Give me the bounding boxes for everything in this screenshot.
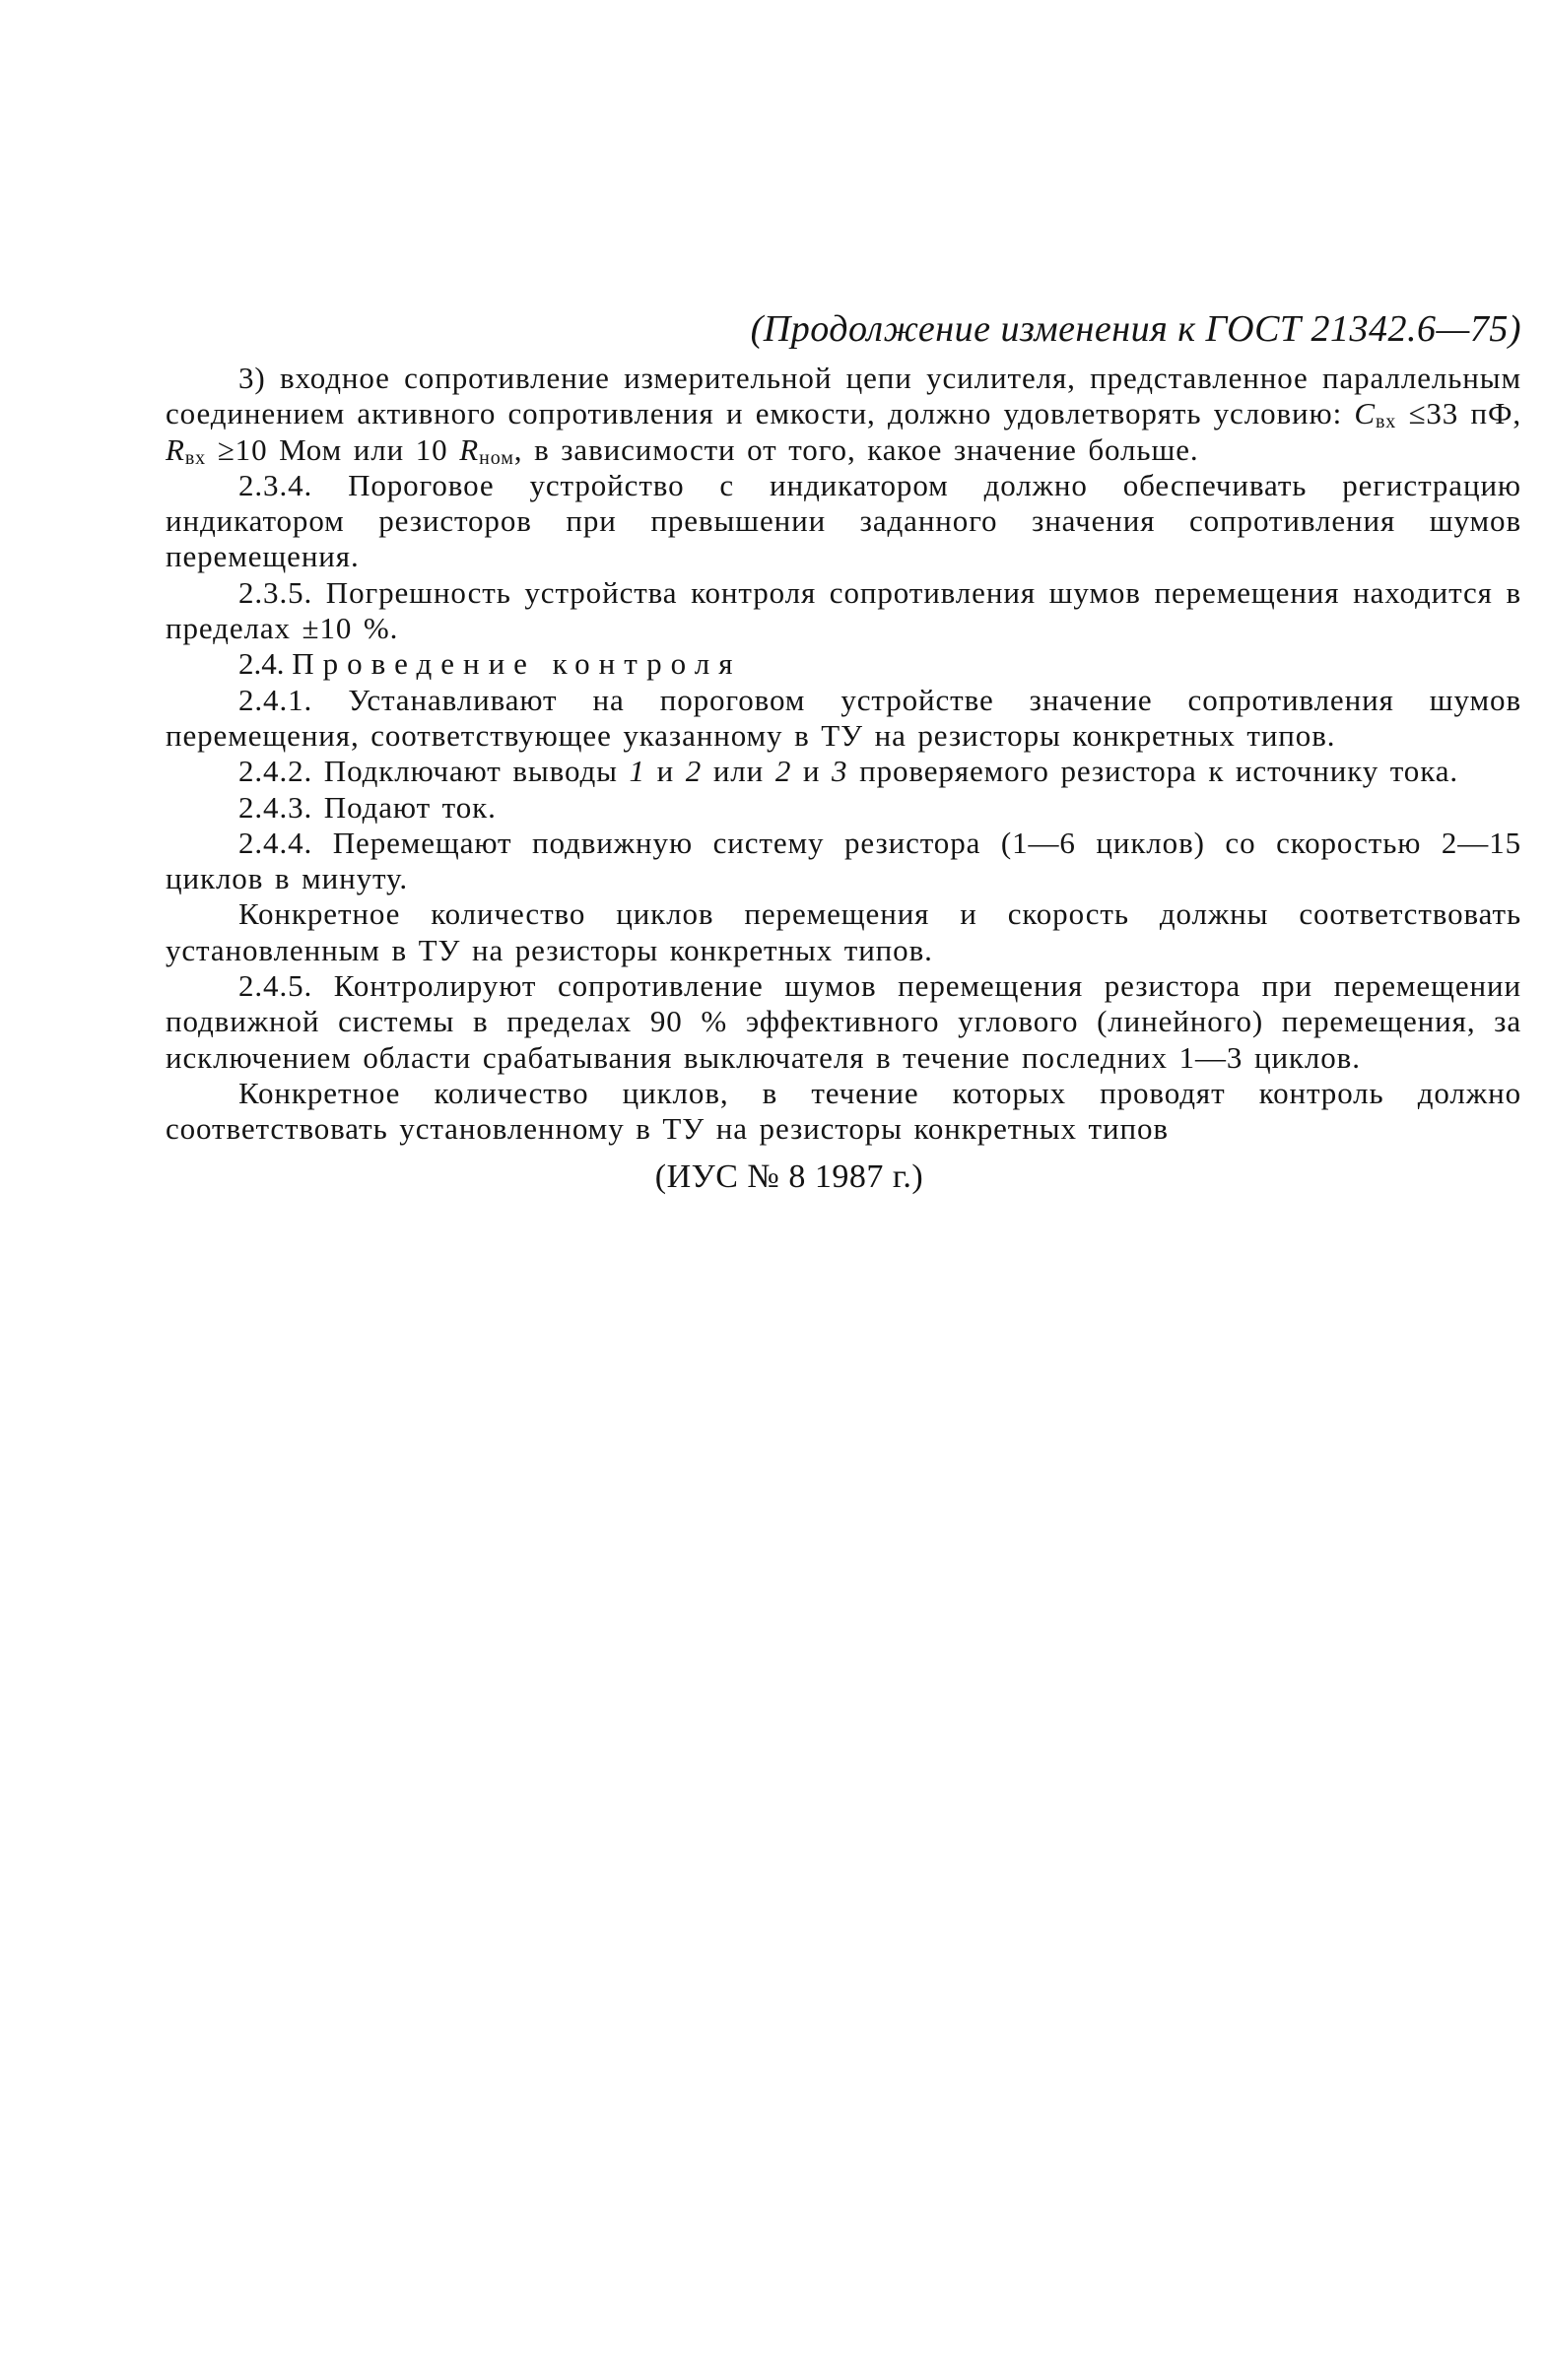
paragraph-2-4-3: 2.4.3. Подают ток. [238, 789, 497, 825]
paragraph-2-4-2 [166, 754, 1521, 789]
resistance-condition: ≥10 Мом или 10 [217, 431, 448, 467]
amendment-header: (Продолжение изменения к ГОСТ 21342.6—75) [750, 308, 1521, 350]
paragraph-text: 2.4.2. Подключают выводы [238, 754, 618, 789]
nominal-resistance-symbol: R [459, 431, 480, 467]
section-title: Проведение контроля [292, 646, 742, 682]
document-body [166, 307, 1521, 1197]
capacitance-subscript: вх [1375, 411, 1397, 433]
paragraph-2-3-4: 2.3.4. Пороговое устройство с индикатором должно обеспечивать регистрацию индикатором резисторов при превышении заданного значения сопротивления шумов перемещения. [166, 467, 1521, 574]
conjunction: или [712, 754, 765, 789]
paragraph-2-4-5-continued: Конкретное количество циклов, в течение которых проводят контроль должно соответствовать установленному в ТУ на резисторы конкретных типов [166, 1075, 1521, 1147]
terminal-number: 3 [832, 754, 848, 789]
paragraph-2-4-4-continued: Конкретное количество циклов перемещения и скорость должны соответствовать установленным в ТУ на резисторы конкретных типов. [166, 896, 1521, 967]
paragraph-text: проверяемого резистора к источнику тока. [859, 754, 1459, 789]
section-number: 2.4. [238, 646, 285, 682]
paragraph-2-4-5: 2.4.5. Контролируют сопротивление шумов перемещения резистора при перемещении подвижной системы в пределах 90 % эффективного углового (линейного) перемещения, за исключением области срабатывания выключателя в течение последних 1—3 циклов. [166, 968, 1521, 1075]
paragraph-input-resistance [166, 361, 1521, 468]
paragraph-2-4-4: 2.4.4. Перемещают подвижную систему резистора (1—6 циклов) со скоростью 2—15 циклов в минуту. [166, 825, 1521, 896]
terminal-number: 2 [685, 754, 703, 789]
publication-reference: (ИУС № 8 1987 г.) [654, 1157, 924, 1195]
capacitance-condition: ≤33 пФ, [1408, 396, 1522, 431]
paragraph-tail: , в зависимости от того, какое значение больше. [513, 431, 1199, 467]
nominal-resistance-subscript: ном [479, 446, 514, 469]
terminal-number: 1 [629, 754, 645, 789]
paragraph-2-4-1: 2.4.1. Устанавливают на пороговом устройстве значение сопротивления шумов перемещения, соответствующее указанному в ТУ на резисторы конкретных типов. [166, 682, 1521, 753]
capacitance-symbol: C [1354, 396, 1376, 431]
paragraph-text: 3) входное сопротивление измерительной цепи усилителя, представленное параллельным соединением активного сопротивления и емкости, должно удовлетворять условию: [166, 361, 1521, 431]
resistance-subscript: вх [184, 446, 207, 469]
section-heading-2-4 [166, 646, 1521, 682]
paragraph-2-3-5: 2.3.5. Погрешность устройства контроля сопротивления шумов перемещения находится в пределах ±10 %. [166, 574, 1521, 646]
conjunction: и [802, 754, 821, 789]
terminal-number: 2 [774, 754, 792, 789]
conjunction: и [656, 754, 675, 789]
resistance-symbol: R [166, 431, 185, 467]
